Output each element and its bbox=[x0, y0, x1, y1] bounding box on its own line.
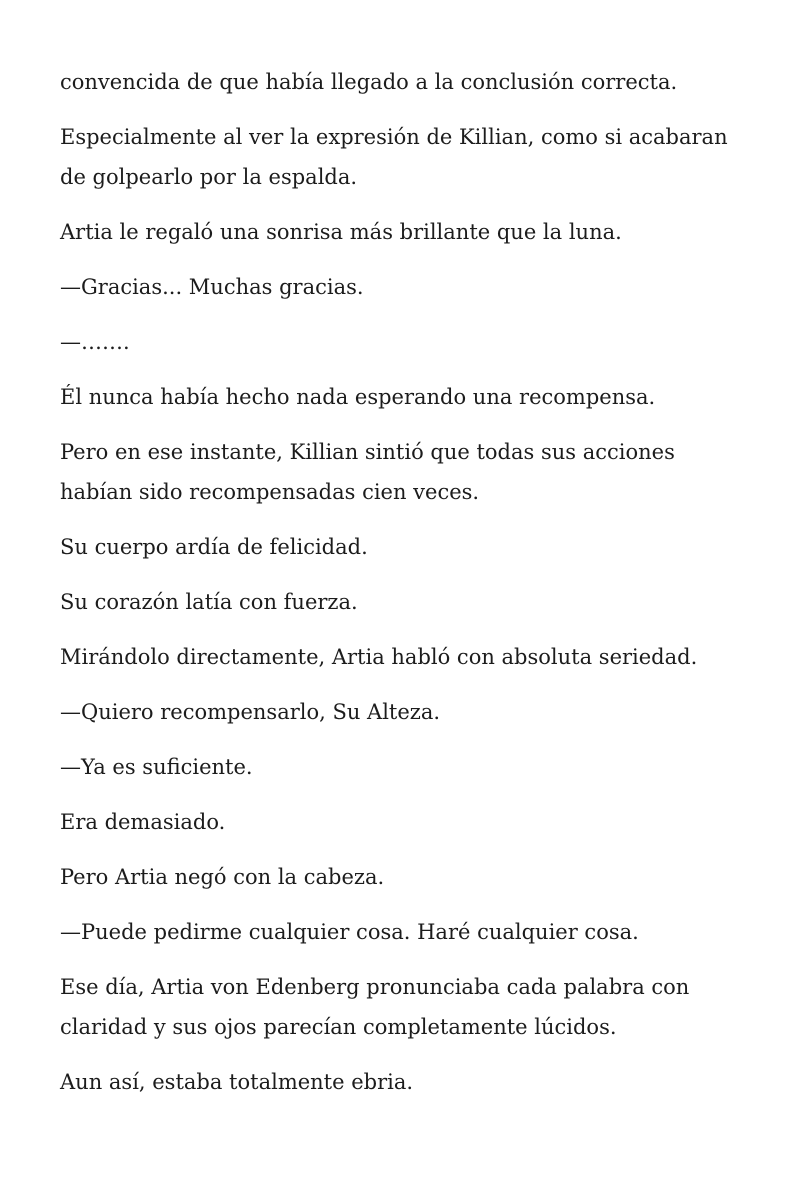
paragraph: Ese día, Artia von Edenberg pronunciaba cada palabra con claridad y sus ojos parecían completamente lúcidos. bbox=[60, 975, 690, 1039]
paragraph: Artia le regaló una sonrisa más brillante que la luna. bbox=[60, 220, 622, 244]
paragraph: Pero Artia negó con la cabeza. bbox=[60, 865, 385, 889]
paragraph: —……. bbox=[60, 330, 130, 354]
paragraph: Su cuerpo ardía de felicidad. bbox=[60, 535, 368, 559]
paragraph: Mirándolo directamente, Artia habló con absoluta seriedad. bbox=[60, 645, 698, 669]
reading-page bbox=[60, 62, 750, 1117]
paragraph: Aun así, estaba totalmente ebria. bbox=[60, 1070, 414, 1094]
paragraph: Era demasiado. bbox=[60, 810, 226, 834]
paragraph: Él nunca había hecho nada esperando una recompensa. bbox=[60, 385, 656, 409]
paragraph: Pero en ese instante, Killian sintió que todas sus acciones habían sido recompensadas cien veces. bbox=[60, 440, 675, 504]
paragraph: —Puede pedirme cualquier cosa. Haré cualquier cosa. bbox=[60, 920, 639, 944]
paragraph: Especialmente al ver la expresión de Killian, como si acabaran de golpearlo por la espalda. bbox=[60, 125, 728, 189]
paragraph: convencida de que había llegado a la conclusión correcta. bbox=[60, 70, 678, 94]
paragraph: —Quiero recompensarlo, Su Alteza. bbox=[60, 700, 441, 724]
paragraph: —Ya es suficiente. bbox=[60, 755, 253, 779]
paragraph: Su corazón latía con fuerza. bbox=[60, 590, 358, 614]
paragraph: —Gracias... Muchas gracias. bbox=[60, 275, 364, 299]
